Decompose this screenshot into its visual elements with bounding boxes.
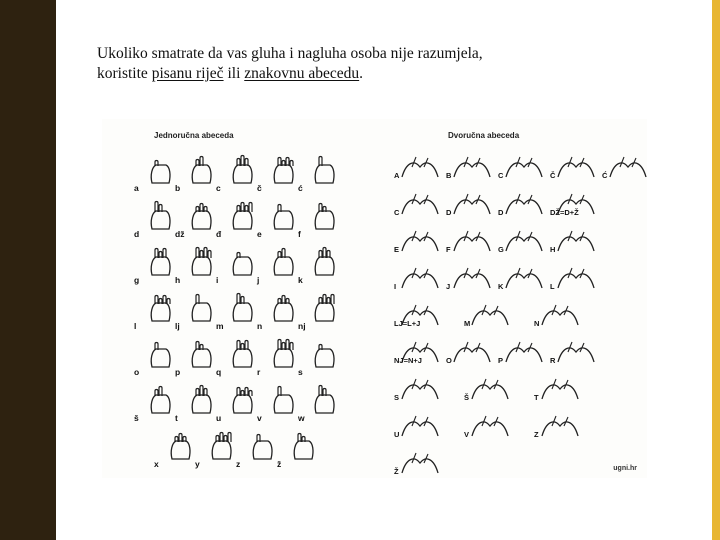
letter-label: s	[298, 367, 303, 377]
two-hand-sign-drawing	[538, 301, 582, 336]
hand-sign-drawing	[267, 291, 301, 330]
hand-sign-drawing	[144, 383, 178, 422]
letter-label: P	[498, 356, 504, 365]
hand-sign-drawing	[287, 429, 321, 468]
letter-label: nj	[298, 321, 306, 331]
letter-label: N	[534, 319, 540, 328]
two-hand-alphabet-title: Dvoručna abeceda	[448, 131, 520, 140]
hand-sign-drawing	[144, 291, 178, 330]
letter-label: I	[394, 282, 397, 291]
letter-label: A	[394, 171, 400, 180]
hand-sign-drawing	[164, 429, 198, 468]
two-hand-sign-drawing	[450, 338, 494, 373]
two-hand-sign-drawing	[502, 227, 546, 262]
letter-label: O	[446, 356, 452, 365]
two-hand-sign-drawing	[468, 412, 512, 447]
letter-label: a	[134, 183, 139, 193]
letter-label: p	[175, 367, 181, 377]
letter-label: š	[134, 413, 139, 423]
letter-label: D	[446, 208, 452, 217]
letter-label: m	[216, 321, 224, 331]
letter-label: i	[216, 275, 219, 285]
two-hand-sign-drawing	[606, 153, 650, 188]
hand-sign-drawing	[267, 383, 301, 422]
two-hand-sign-drawing	[502, 153, 546, 188]
hand-sign-drawing	[226, 383, 260, 422]
letter-label: L	[550, 282, 555, 291]
hand-sign-drawing	[185, 291, 219, 330]
instruction-line-1: Ukoliko smatrate da vas gluha i nagluha osoba nije razumjela,	[97, 45, 483, 62]
letter-label: ć	[298, 183, 303, 193]
hand-sign-drawing	[144, 153, 181, 193]
letter-label: l	[134, 321, 137, 331]
hand-sign-drawing	[226, 291, 263, 331]
hand-sign-drawing	[144, 337, 181, 377]
hand-sign-drawing	[226, 245, 260, 284]
letter-label: U	[394, 430, 400, 439]
hand-sign-drawing	[308, 153, 342, 192]
hand-sign-drawing	[185, 383, 222, 423]
letter-label: đ	[216, 229, 222, 239]
two-hand-sign-drawing	[398, 153, 442, 188]
letter-label: DŽ=D+Ž	[550, 208, 579, 217]
letter-label: o	[134, 367, 140, 377]
letter-label: dž	[175, 229, 185, 239]
hand-sign-drawing	[267, 199, 301, 238]
letter-label: j	[257, 275, 260, 285]
hand-sign-drawing	[308, 383, 342, 422]
two-hand-sign-drawing	[398, 412, 442, 447]
letter-label: n	[257, 321, 263, 331]
hand-sign-drawing	[144, 199, 178, 238]
two-hand-sign-drawing	[398, 449, 442, 484]
right-accent-stripe	[712, 0, 720, 540]
hand-sign-drawing	[185, 245, 219, 284]
letter-label: ž	[277, 459, 282, 469]
hand-sign-drawing	[205, 429, 239, 468]
letter-label: c	[216, 183, 221, 193]
two-hand-sign-drawing	[468, 375, 512, 410]
letter-label: d	[134, 229, 140, 239]
two-hand-sign-drawing	[450, 264, 494, 299]
sign-alphabet-link[interactable]: znakovnu abecedu	[244, 65, 360, 82]
two-hand-sign-drawing	[554, 264, 598, 299]
hand-sign-drawing	[144, 245, 181, 285]
letter-label: č	[257, 183, 262, 193]
letter-label: u	[216, 413, 222, 423]
hand-sign-drawing	[308, 245, 342, 284]
letter-label: H	[550, 245, 556, 254]
hand-sign-drawing	[308, 291, 342, 330]
letter-label: v	[257, 413, 262, 423]
two-hand-sign-drawing	[398, 227, 442, 262]
letter-label: k	[298, 275, 303, 285]
two-hand-sign-drawing	[538, 375, 582, 410]
written-word-link[interactable]: pisanu riječ	[151, 65, 224, 82]
letter-label: lj	[175, 321, 180, 331]
letter-label: z	[236, 459, 241, 469]
letter-label: y	[195, 459, 200, 469]
hand-sign-drawing	[185, 199, 222, 239]
source-credit: ugni.hr	[613, 465, 637, 472]
two-hand-sign-drawing	[398, 375, 442, 410]
letter-label: D	[498, 208, 504, 217]
letter-label: E	[394, 245, 400, 254]
two-hand-sign-drawing	[468, 301, 512, 336]
two-hand-sign-drawing	[554, 227, 598, 262]
letter-label: b	[175, 183, 181, 193]
letter-label: e	[257, 229, 262, 239]
two-hand-sign-drawing	[502, 338, 546, 373]
two-hand-sign-drawing	[450, 227, 494, 262]
letter-label: S	[394, 393, 400, 402]
hand-sign-drawing	[226, 153, 260, 192]
letter-label: Ć	[602, 171, 608, 180]
letter-label: F	[446, 245, 451, 254]
two-hand-sign-drawing	[502, 264, 546, 299]
letter-label: B	[446, 171, 452, 180]
letter-label: t	[175, 413, 178, 423]
letter-label: J	[446, 282, 451, 291]
letter-label: R	[550, 356, 556, 365]
letter-label: M	[464, 319, 471, 328]
letter-label: h	[175, 275, 181, 285]
sign-alphabet-figure	[102, 119, 647, 478]
letter-label: r	[257, 367, 261, 377]
hand-sign-drawing	[185, 337, 222, 377]
letter-label: LJ=L+J	[394, 319, 421, 328]
two-hand-sign-drawing	[538, 412, 582, 447]
hand-sign-drawing	[308, 199, 342, 238]
letter-label: T	[534, 393, 539, 402]
hand-sign-drawing	[246, 429, 280, 468]
letter-label: G	[498, 245, 504, 254]
two-hand-sign-drawing	[450, 190, 494, 225]
letter-label: Z	[534, 430, 539, 439]
left-wave-edge	[34, 0, 74, 540]
letter-label: q	[216, 367, 222, 377]
two-hand-sign-drawing	[554, 153, 598, 188]
letter-label: C	[394, 208, 400, 217]
one-hand-alphabet-title: Jednoručna abeceda	[154, 131, 234, 140]
hand-sign-drawing	[267, 153, 301, 192]
letter-label: Š	[464, 393, 470, 402]
hand-sign-drawing	[267, 337, 301, 376]
letter-label: w	[298, 413, 305, 423]
letter-label: K	[498, 282, 504, 291]
hand-sign-drawing	[308, 337, 342, 376]
hand-sign-drawing	[226, 337, 260, 376]
hand-sign-drawing	[185, 153, 219, 192]
hand-sign-drawing	[267, 245, 301, 284]
hand-sign-drawing	[226, 199, 260, 238]
letter-label: f	[298, 229, 301, 239]
two-hand-sign-drawing	[554, 338, 598, 373]
letter-label: NJ=N+J	[394, 356, 422, 365]
two-hand-sign-drawing	[450, 153, 494, 188]
instruction-text: Ukoliko smatrate da vas gluha i nagluha osoba nije razumjela, koristite pisanu riječ ili znakovnu abecedu.	[97, 45, 483, 82]
two-hand-sign-drawing	[502, 190, 546, 225]
letter-label: Ž	[394, 467, 399, 476]
letter-label: g	[134, 275, 140, 285]
two-hand-sign-drawing	[398, 190, 442, 225]
letter-label: x	[154, 459, 159, 469]
letter-label: C	[498, 171, 504, 180]
letter-label: V	[464, 430, 470, 439]
two-hand-sign-drawing	[398, 264, 442, 299]
letter-label: Č	[550, 171, 556, 180]
